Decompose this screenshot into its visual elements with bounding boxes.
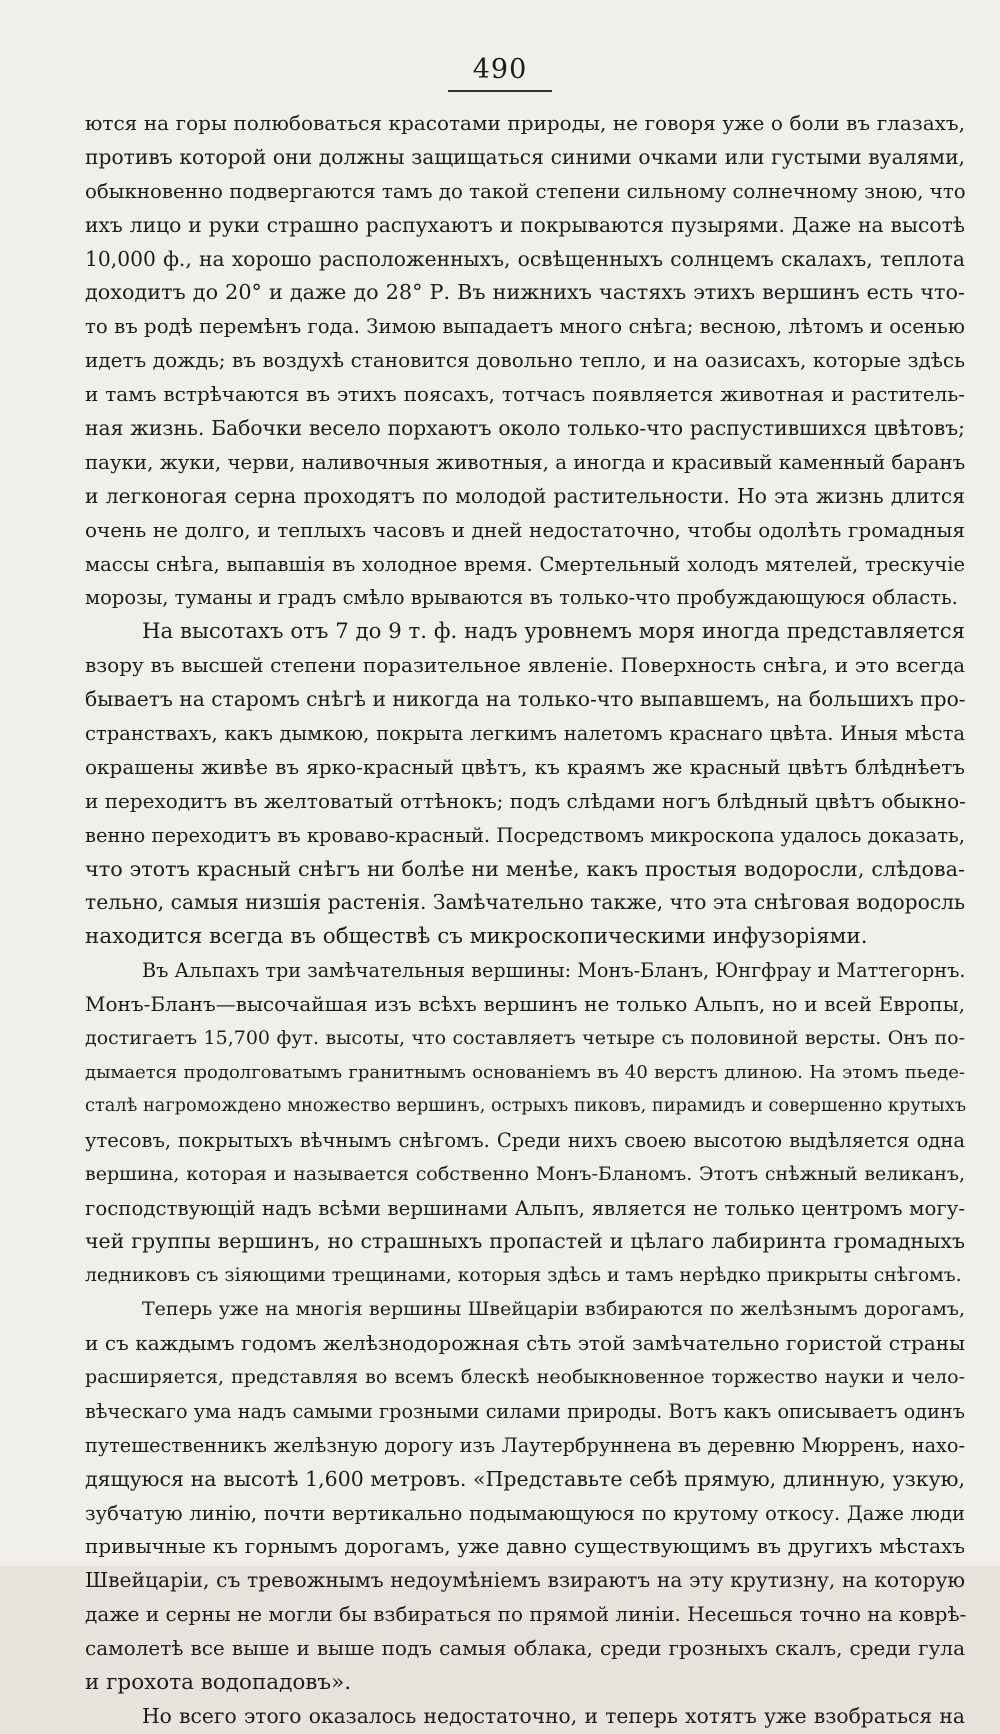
text-line: ются на горы полюбоваться красотами природы, не говоря уже о боли въ глазахъ, (85, 111, 965, 135)
text-line: бываетъ на старомъ снѣгѣ и никогда на только-что выпавшемъ, на большихъ про- (85, 687, 966, 712)
text-line: зубчатую линію, почти вертикально подымающуюся по крутому откосу. Даже люди (85, 1501, 965, 1525)
text-line: взору въ высшей степени поразительное явленіе. Поверхность снѣга, и это всегда (85, 653, 965, 678)
text-line: господствующій надъ всѣми вершинами Альпъ, является не только центромъ могу- (85, 1196, 965, 1220)
text-line: утесовъ, покрытыхъ вѣчнымъ снѣгомъ. Среди нихъ своею высотою выдѣляется одна (85, 1128, 965, 1152)
text-line: вершина, которая и называется собственно Монъ-Бланомъ. Этотъ снѣжный великанъ, (85, 1162, 965, 1185)
text-line: противъ которой они должны защищаться синими очками или густыми вуалями, (85, 144, 965, 169)
text-line: Теперь уже на многія вершины Швейцаріи взбираются по желѣзнымъ дорогамъ, (142, 1298, 965, 1321)
text-line: очень не долго, и теплыхъ часовъ и дней недостаточно, чтобы одолѣть громадныя (85, 517, 965, 542)
text-line: 10,000 ф., на хорошо расположенныхъ, освѣщенныхъ солнцемъ скалахъ, теплота (85, 246, 965, 271)
text-line: Монъ-Бланъ—высочайшая изъ всѣхъ вершинъ не только Альпъ, но и всей Европы, (85, 992, 965, 1017)
page-number: 490 (472, 54, 528, 85)
text-line: дымается продолговатымъ гранитнымъ основаніемъ въ 40 верстъ длиною. На этомъ пьеде- (85, 1061, 965, 1083)
text-line: чей группы вершинъ, но страшныхъ пропастей и цѣлаго лабиринта громадныхъ (85, 1229, 965, 1254)
text-line: венно переходитъ въ кроваво-красный. Посредствомъ микроскопа удалось доказать, (85, 823, 965, 847)
text-line: то въ родѣ перемѣнъ года. Зимою выпадаетъ много снѣга; весною, лѣтомъ и осенью (85, 315, 965, 339)
text-line: тельно, самыя низшія растенія. Замѣчательно также, что эта снѣговая водоросль (85, 890, 966, 915)
text-line: Швейцаріи, съ тревожнымъ недоумѣніемъ взираютъ на эту крутизну, на которую (85, 1568, 965, 1593)
text-line: пауки, жуки, черви, наливочныя животныя, а иногда и красивый каменный баранъ (85, 450, 966, 474)
text-line: ная жизнь. Бабочки весело порхаютъ около только-что распустившихся цвѣтовъ; (85, 416, 965, 441)
text-line: ихъ лицо и руки страшно распухаютъ и покрываются пузырями. Даже на высотѣ (85, 212, 965, 237)
text-line: и легконогая серна проходятъ по молодой растительности. Но эта жизнь длится (85, 483, 965, 508)
text-line: и переходитъ въ желтоватый оттѣнокъ; подъ слѣдами ногъ блѣдный цвѣтъ обыкно- (85, 788, 966, 813)
text-line: путешественникъ желѣзную дорогу изъ Лаутербруннена въ деревню Мюрренъ, нахо- (85, 1433, 965, 1457)
text-line: привычные къ горнымъ дорогамъ, уже давно существующимъ въ другихъ мѣстахъ (85, 1534, 965, 1559)
text-line: обыкновенно подвергаются тамъ до такой степени сильному солнечному зною, что (85, 179, 966, 203)
text-line: Но всего этого оказалось недостаточно, и теперь хотятъ уже взобраться на (142, 1703, 965, 1728)
text-line: даже и серны не могли бы взбираться по прямой линіи. Несешься точно на коврѣ- (85, 1602, 967, 1627)
text-line: сталѣ нагромождено множество вершинъ, острыхъ пиковъ, пирамидъ и совершенно крутыхъ (85, 1095, 967, 1116)
text-line: расширяется, представляя во всемъ блескѣ необыкновенное торжество науки и чело- (85, 1365, 965, 1388)
text-line: На высотахъ отъ 7 до 9 т. ф. надъ уровнемъ моря иногда представляется (142, 619, 965, 645)
text-line: вѣческаго ума надъ самыми грозными силами природы. Вотъ какъ описываетъ одинъ (85, 1399, 965, 1423)
text-line: достигаетъ 15,700 фут. высоты, что составляетъ четыре съ половиной версты. Онъ по- (85, 1027, 965, 1050)
body-text (85, 107, 965, 1734)
text-line: доходитъ до 20° и даже до 28° Р. Въ нижнихъ частяхъ этихъ вершинъ есть что- (85, 280, 965, 305)
text-line: массы снѣга, выпавшія въ холодное время. Смертельный холодъ мятелей, трескучіе (85, 552, 965, 576)
header-rule (448, 90, 552, 92)
text-line: идетъ дождь; въ воздухѣ становится довольно тепло, и на оазисахъ, которые здѣсь (85, 348, 965, 373)
text-line: ледниковъ съ зіяющими трещинами, которыя здѣсь и тамъ нерѣдко прикрыты снѣгомъ. (85, 1265, 962, 1287)
text-line: что этотъ красный снѣгъ ни болѣе ни менѣе, какъ простыя водоросли, слѣдова- (85, 856, 965, 881)
text-line: и грохота водопадовъ». (85, 1669, 352, 1695)
text-line: окрашены живѣе въ ярко-красный цвѣтъ, къ краямъ же красный цвѣтъ блѣднѣетъ (85, 754, 965, 779)
text-line: находится всегда въ обществѣ съ микроскопическими инфузоріями. (85, 924, 868, 950)
text-line: Въ Альпахъ три замѣчательныя вершины: Монъ-Бланъ, Юнгфрау и Маттегорнъ. (142, 959, 966, 983)
text-line: и тамъ встрѣчаются въ этихъ поясахъ, тотчасъ появляется животная и раститель- (85, 382, 965, 407)
text-line: странствахъ, какъ дымкою, покрыта легкимъ налетомъ краснаго цвѣта. Иныя мѣста (85, 722, 965, 746)
text-line: морозы, туманы и градъ смѣло врываются въ только-что пробуждающуюся область. (85, 586, 958, 610)
text-line: самолетѣ все выше и выше подъ самыя облака, среди грозныхъ скалъ, среди гула (85, 1636, 965, 1661)
text-line: и съ каждымъ годомъ желѣзнодорожная сѣть этой замѣчательно гористой страны (85, 1331, 965, 1356)
text-line: дящуюся на высотѣ 1,600 метровъ. «Представьте себѣ прямую, длинную, узкую, (85, 1466, 965, 1491)
